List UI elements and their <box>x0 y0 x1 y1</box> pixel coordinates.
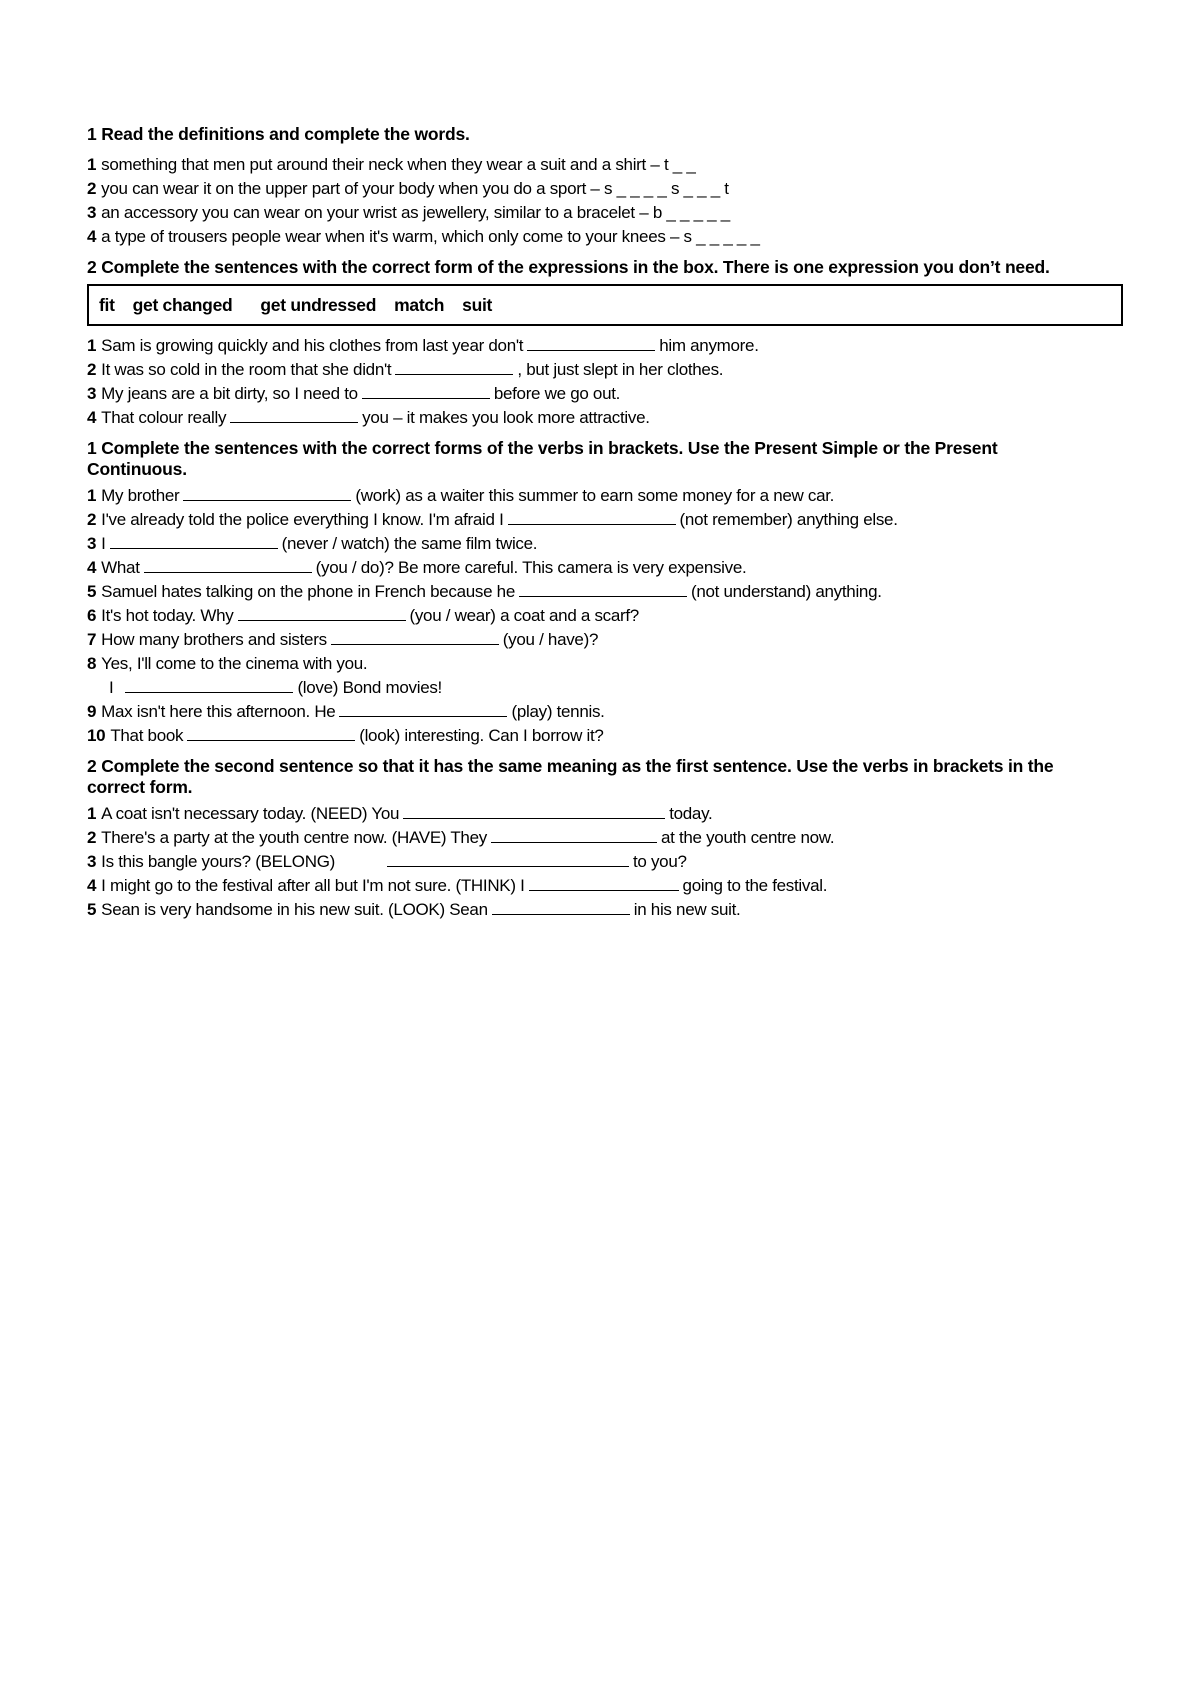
item-number: 10 <box>87 726 106 745</box>
exercise-3-item <box>87 724 1127 748</box>
item-number: 2 <box>87 179 97 198</box>
item-text-before: I <box>109 678 114 697</box>
item-text-after: you – it makes you look more attractive. <box>362 408 650 427</box>
answer-blank[interactable] <box>362 383 490 399</box>
item-text-after: (look) interesting. Can I borrow it? <box>359 726 604 745</box>
word-box-item: get changed <box>132 294 233 315</box>
exercise-4-heading <box>87 756 1127 798</box>
item-text-before: I might go to the festival after all but I'm not sure. (THINK) I <box>101 876 525 895</box>
answer-blank[interactable] <box>144 557 312 573</box>
item-text-before: Samuel hates talking on the phone in French because he <box>101 582 515 601</box>
word-box-item: suit <box>462 294 493 315</box>
exercise-3-item <box>87 604 1127 628</box>
answer-blank[interactable] <box>519 581 687 597</box>
answer-blank[interactable] <box>395 359 513 375</box>
item-number: 5 <box>87 900 97 919</box>
item-text-after: (never / watch) the same film twice. <box>281 534 538 553</box>
word-box-item: fit <box>99 294 115 315</box>
answer-blank[interactable] <box>527 335 655 351</box>
item-text-before: Is this bangle yours? (BELONG) <box>101 852 335 871</box>
item-number: 2 <box>87 828 97 847</box>
exercise-2-list <box>87 334 1127 430</box>
item-text-before: There's a party at the youth centre now. (HAVE) They <box>101 828 487 847</box>
exercise-2-item <box>87 334 1127 358</box>
item-number: 9 <box>87 702 97 721</box>
heading-line: Continuous. <box>87 459 187 479</box>
answer-blank[interactable] <box>403 803 665 819</box>
item-text-after: (work) as a waiter this summer to earn some money for a new car. <box>355 486 835 505</box>
item-text-after: , but just slept in her clothes. <box>517 360 724 379</box>
answer-blank[interactable] <box>387 851 629 867</box>
item-text-after: (you / wear) a coat and a scarf? <box>409 606 639 625</box>
exercise-3-heading <box>87 438 1127 480</box>
item-text-before: Sam is growing quickly and his clothes from last year don't <box>101 336 524 355</box>
item-text-before: I've already told the police everything I know. I'm afraid I <box>101 510 504 529</box>
answer-blank[interactable] <box>529 875 679 891</box>
item-number: 5 <box>87 582 97 601</box>
item-text-after: going to the festival. <box>682 876 828 895</box>
item-number: 3 <box>87 534 97 553</box>
item-number: 4 <box>87 876 97 895</box>
item-text-after: (play) tennis. <box>511 702 605 721</box>
word-box <box>87 284 1123 326</box>
worksheet <box>87 124 1127 922</box>
item-text-after: (love) Bond movies! <box>297 678 442 697</box>
exercise-3-item <box>87 556 1127 580</box>
item-text-before: What <box>101 558 140 577</box>
answer-blank[interactable] <box>508 509 676 525</box>
item-number: 1 <box>87 804 97 823</box>
item-number: 1 <box>87 336 97 355</box>
item-text-before: A coat isn't necessary today. (NEED) You <box>101 804 400 823</box>
exercise-3-item-continuation <box>87 676 1127 700</box>
exercise-4-list <box>87 802 1127 922</box>
exercise-1-item <box>87 201 1127 225</box>
exercise-2-heading: 2 Complete the sentences with the correct form of the expressions in the box. There is one expression you don’t need. <box>87 257 1050 277</box>
exercise-2-item <box>87 358 1127 382</box>
answer-blank[interactable] <box>331 629 499 645</box>
exercise-2-item <box>87 382 1127 406</box>
item-text: an accessory you can wear on your wrist as jewellery, similar to a bracelet – b _ _ _ _ _ <box>101 203 730 222</box>
word-box-item: match <box>394 294 445 315</box>
heading-line: 1 Complete the sentences with the correct forms of the verbs in brackets. Use the Present Simple or the Present <box>87 438 998 458</box>
item-text-after: (you / have)? <box>502 630 599 649</box>
item-text-after: in his new suit. <box>633 900 741 919</box>
exercise-4-item <box>87 874 1127 898</box>
answer-blank[interactable] <box>339 701 507 717</box>
item-number: 1 <box>87 155 97 174</box>
exercise-3-list <box>87 484 1127 748</box>
exercise-4-item <box>87 850 1127 874</box>
item-text-before: Max isn't here this afternoon. He <box>101 702 336 721</box>
exercise-3-item <box>87 700 1127 724</box>
exercise-3-item <box>87 652 1127 676</box>
item-number: 4 <box>87 227 97 246</box>
exercise-1-item <box>87 225 1127 249</box>
exercise-1-list <box>87 153 1127 249</box>
item-text-after: (you / do)? Be more careful. This camera is very expensive. <box>315 558 747 577</box>
item-number: 8 <box>87 654 97 673</box>
word-box-item: get undressed <box>260 294 377 315</box>
item-text: a type of trousers people wear when it's warm, which only come to your knees – s _ _ _ _ _ <box>101 227 760 246</box>
exercise-1-item <box>87 177 1127 201</box>
exercise-4-item <box>87 898 1127 922</box>
item-text-before: It's hot today. Why <box>101 606 234 625</box>
item-text-before: It was so cold in the room that she didn't <box>101 360 392 379</box>
answer-blank[interactable] <box>230 407 358 423</box>
item-text-after: today. <box>669 804 713 823</box>
exercise-2-item <box>87 406 1127 430</box>
answer-blank[interactable] <box>110 533 278 549</box>
answer-blank[interactable] <box>125 677 293 693</box>
item-number: 1 <box>87 486 97 505</box>
item-text-before: My jeans are a bit dirty, so I need to <box>101 384 358 403</box>
item-number: 2 <box>87 360 97 379</box>
item-number: 3 <box>87 384 97 403</box>
item-text-after: (not remember) anything else. <box>679 510 898 529</box>
exercise-3-item <box>87 532 1127 556</box>
answer-blank[interactable] <box>238 605 406 621</box>
item-text: something that men put around their neck when they wear a suit and a shirt – t _ _ <box>101 155 696 174</box>
answer-blank[interactable] <box>183 485 351 501</box>
item-number: 3 <box>87 852 97 871</box>
item-text-after: (not understand) anything. <box>690 582 882 601</box>
item-text-before: That book <box>110 726 184 745</box>
item-text-before: My brother <box>101 486 180 505</box>
item-text-after: at the youth centre now. <box>660 828 835 847</box>
answer-blank[interactable] <box>491 827 657 843</box>
exercise-3-item <box>87 628 1127 652</box>
heading-line: correct form. <box>87 777 193 797</box>
item-number: 3 <box>87 203 97 222</box>
item-text-after: him anymore. <box>659 336 759 355</box>
item-number: 7 <box>87 630 97 649</box>
exercise-3-item <box>87 508 1127 532</box>
answer-blank[interactable] <box>187 725 355 741</box>
item-number: 6 <box>87 606 97 625</box>
answer-blank[interactable] <box>492 899 630 915</box>
exercise-1-item <box>87 153 1127 177</box>
item-text-before: Sean is very handsome in his new suit. (LOOK) Sean <box>101 900 488 919</box>
item-number: 2 <box>87 510 97 529</box>
exercise-3-item <box>87 580 1127 604</box>
item-number: 4 <box>87 558 97 577</box>
exercise-4-item <box>87 802 1127 826</box>
exercise-1-heading: 1 Read the definitions and complete the words. <box>87 124 470 144</box>
item-text-before: That colour really <box>101 408 227 427</box>
item-text-after: before we go out. <box>493 384 621 403</box>
exercise-3-item <box>87 484 1127 508</box>
heading-line: 2 Complete the second sentence so that it has the same meaning as the first sentence. Use the verbs in brackets in the <box>87 756 1054 776</box>
item-text-before: Yes, I'll come to the cinema with you. <box>101 654 368 673</box>
item-number: 4 <box>87 408 97 427</box>
item-text-after: to you? <box>632 852 687 871</box>
item-text-before: How many brothers and sisters <box>101 630 327 649</box>
item-text: you can wear it on the upper part of your body when you do a sport – s _ _ _ _ s _ _ _ t <box>101 179 729 198</box>
item-text-before: I <box>101 534 106 553</box>
exercise-4-item <box>87 826 1127 850</box>
